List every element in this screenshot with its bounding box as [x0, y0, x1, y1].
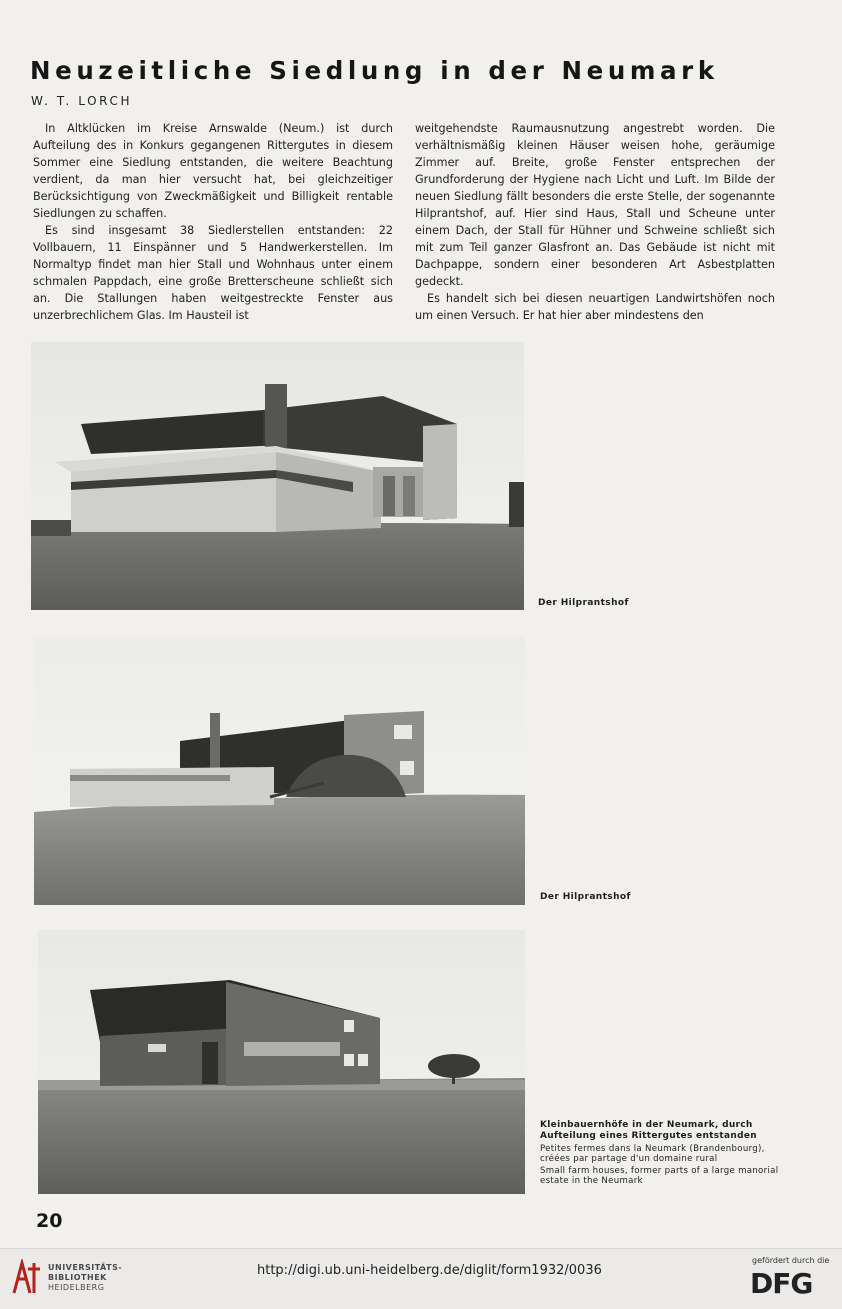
- paragraph: weitgehendste Raumausnutzung angestrebt worden. Die verhältnismäßig kleinen Häuser weisen hohe, geräumige Zimmer auf. Breite, große Fenster entsprechen der Grundforderung der Hygiene nach Licht und Luft. Im Bilde der neuen Siedlung fällt besonders die erste Stelle, der sogenannte Hilprantshof, auf. Hier sind Haus, Stall und Scheune unter einem Dach, der Stall für Hühner und Schweine schließt sich mit zum Teil ganzer Glasfront an. Das Gebäude ist nicht mit Dachpappe, sondern einer besonderen Art Asbestplatten gedeckt.: [415, 122, 775, 288]
- photo-small-farm-houses: [38, 930, 525, 1194]
- caption-french: Petites fermes dans la Neumark (Brandenbourg), créées par partage d'un domaine rural: [540, 1144, 765, 1164]
- viewer-footer: [0, 1248, 842, 1309]
- photo-hilprantshof-1: [31, 342, 524, 610]
- sponsor-note: gefördert durch die: [752, 1256, 830, 1265]
- library-name: UNIVERSITÄTS- BIBLIOTHEK HEIDELBERG: [48, 1263, 123, 1292]
- paragraph: Es sind insgesamt 38 Siedlerstellen entstanden: 22 Vollbauern, 11 Einspänner und 5 Handwerkerstellen. Im Normaltyp findet man hier Stall und Wohnhaus unter einem schmalen Pappdach, eine große Bretterscheune schließt sich an. Die Stallungen haben weitgestreckte Fenster aus unzerbrechlichem Glas. Im Hausteil ist: [33, 224, 393, 322]
- page-number: 20: [36, 1210, 63, 1232]
- caption-english: Small farm houses, former parts of a large manorial estate in the Neumark: [540, 1166, 779, 1186]
- library-logo-icon: [10, 1259, 44, 1297]
- university-library-logo[interactable]: [10, 1259, 44, 1297]
- dfg-logo[interactable]: DFG: [750, 1267, 813, 1300]
- caption-german: Kleinbauernhöfe in der Neumark, durch Aufteilung eines Rittergutes entstanden: [540, 1120, 757, 1141]
- article-author: W. T. LORCH: [31, 94, 133, 108]
- paragraph: In Altklücken im Kreise Arnswalde (Neum.) ist durch Aufteilung des in Konkurs gegangenen Rittergutes in diesem Sommer eine Siedlung entstanden, die weitere Beachtung verdient, da man hier versucht hat, bei gleichzeitiger Berücksichtigung von Zweckmäßigkeit und Billigkeit rentable Siedlungen zu schaffen.: [33, 122, 393, 220]
- photo-caption: Der Hilprantshof: [538, 598, 629, 608]
- article-title: Neuzeitliche Siedlung in der Neumark: [30, 56, 719, 85]
- photo-caption: Der Hilprantshof: [540, 892, 631, 902]
- photo-caption-multilingual: [540, 1120, 786, 1186]
- paragraph: Es handelt sich bei diesen neuartigen Landwirtshöfen noch um einen Versuch. Er hat hier aber mindestens den: [415, 292, 775, 322]
- permalink-url[interactable]: http://digi.ub.uni-heidelberg.de/diglit/form1932/0036: [257, 1263, 602, 1278]
- photo-hilprantshof-2: [34, 637, 525, 905]
- text-column-right: [415, 120, 775, 324]
- text-column-left: [33, 120, 393, 324]
